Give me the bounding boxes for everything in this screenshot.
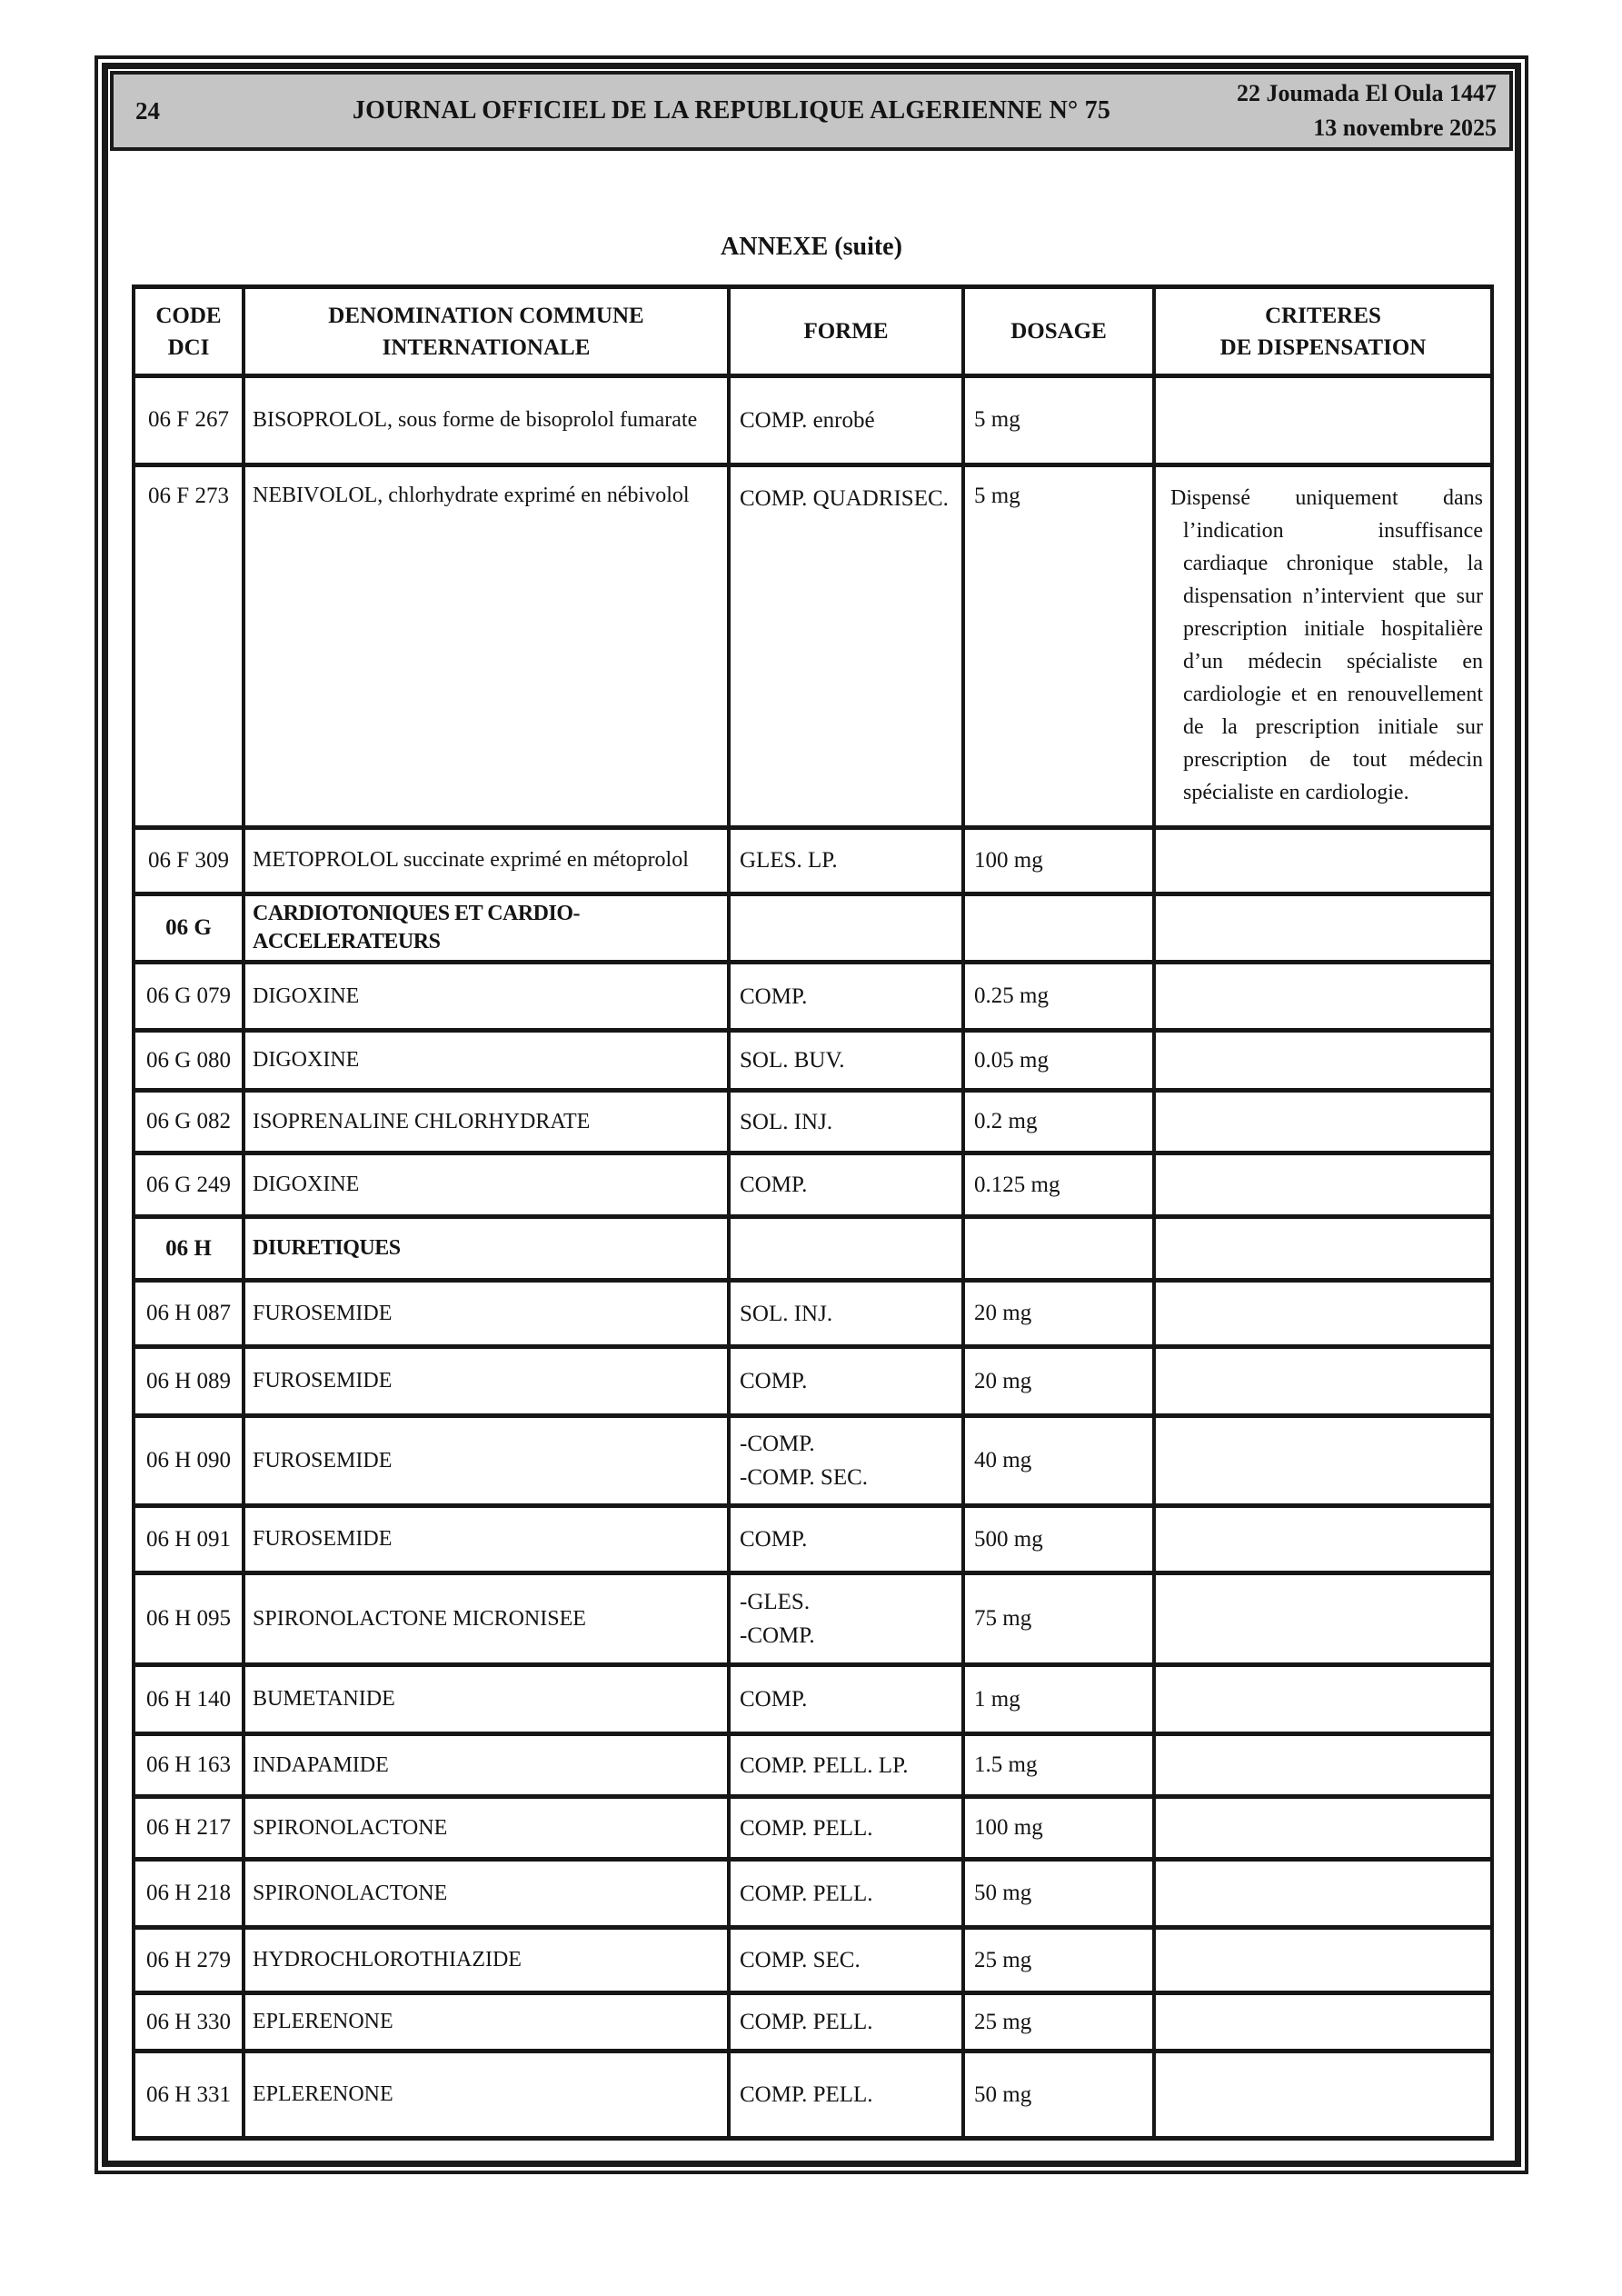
criteres-cell [1154, 1506, 1492, 1573]
code-cell: 06 F 309 [134, 828, 244, 894]
table-row [134, 1573, 1492, 1665]
code-cell: 06 G 249 [134, 1153, 244, 1217]
criteres-text: Dispensé uniquement dans l’indication insuffisance cardiaque chronique stable, la dispensation n’intervient que sur prescription initiale hospitalière d’un médecin spécialiste en cardiologie et en renouvellement de la prescription initiale sur prescription de tout médecin spécialiste en cardiologie. [1170, 486, 1483, 804]
criteres-cell [1154, 1281, 1492, 1347]
denomination-cell: BISOPROLOL, sous forme de bisoprolol fumarate [244, 376, 729, 465]
code-cell: 06 H 095 [134, 1573, 244, 1665]
criteres-cell [1154, 1153, 1492, 1217]
criteres-cell [1154, 2051, 1492, 2139]
denomination-cell: DIGOXINE [244, 1153, 729, 1217]
dosage-cell: 50 mg [963, 2051, 1154, 2139]
table-row [134, 465, 1492, 828]
forme-cell: COMP. PELL. [729, 1993, 963, 2051]
dosage-cell: 1.5 mg [963, 1734, 1154, 1797]
table-row [134, 1993, 1492, 2051]
header-dosage: DOSAGE [963, 287, 1154, 376]
medication-table [132, 285, 1494, 2141]
denomination-cell: EPLERENONE [244, 1993, 729, 2051]
forme-cell: COMP. SEC. [729, 1928, 963, 1993]
criteres-cell [1154, 1573, 1492, 1665]
denomination-cell: DIGOXINE [244, 963, 729, 1031]
criteres-cell [1154, 1734, 1492, 1797]
forme-cell: COMP. [729, 1665, 963, 1734]
criteres-cell [1154, 894, 1492, 963]
code-cell: 06 H 279 [134, 1928, 244, 1993]
page-frame-inner [102, 63, 1521, 2167]
table-row [134, 1153, 1492, 1217]
code-cell: 06 H 089 [134, 1347, 244, 1416]
criteres-cell [1154, 1860, 1492, 1928]
dosage-cell: 5 mg [963, 465, 1154, 828]
table-row [134, 1928, 1492, 1993]
table-row [134, 1031, 1492, 1091]
denomination-cell: NEBIVOLOL, chlorhydrate exprimé en nébivolol [244, 465, 729, 828]
page-frame [95, 55, 1528, 2174]
dosage-cell: 5 mg [963, 376, 1154, 465]
table-row [134, 1281, 1492, 1347]
dosage-cell: 100 mg [963, 1797, 1154, 1860]
code-cell: 06 H 087 [134, 1281, 244, 1347]
dosage-cell: 20 mg [963, 1347, 1154, 1416]
denomination-cell: DIGOXINE [244, 1031, 729, 1091]
code-cell: 06 H 163 [134, 1734, 244, 1797]
table-row [134, 1416, 1492, 1506]
denomination-cell: FUROSEMIDE [244, 1347, 729, 1416]
dosage-cell: 20 mg [963, 1281, 1154, 1347]
forme-cell: COMP. PELL. [729, 1797, 963, 1860]
table-row [134, 1860, 1492, 1928]
page-number: 24 [135, 96, 160, 125]
table-row [134, 1797, 1492, 1860]
code-cell: 06 H 330 [134, 1993, 244, 2051]
denomination-cell: SPIRONOLACTONE MICRONISEE [244, 1573, 729, 1665]
denomination-cell: SPIRONOLACTONE [244, 1860, 729, 1928]
dosage-cell: 0.125 mg [963, 1153, 1154, 1217]
criteres-cell [1154, 1416, 1492, 1506]
dosage-cell: 500 mg [963, 1506, 1154, 1573]
denomination-cell: FUROSEMIDE [244, 1506, 729, 1573]
table-header-row [134, 287, 1492, 376]
masthead [110, 71, 1513, 151]
denomination-cell: BUMETANIDE [244, 1665, 729, 1734]
code-cell: 06 F 273 [134, 465, 244, 828]
table-row [134, 2051, 1492, 2139]
dosage-cell: 40 mg [963, 1416, 1154, 1506]
table-row [134, 1665, 1492, 1734]
dosage-cell: 25 mg [963, 1928, 1154, 1993]
dosage-cell: 0.2 mg [963, 1091, 1154, 1153]
code-cell: 06 H 090 [134, 1416, 244, 1506]
table-row [134, 828, 1492, 894]
forme-cell: GLES. LP. [729, 828, 963, 894]
denomination-cell: FUROSEMIDE [244, 1416, 729, 1506]
forme-cell: COMP. PELL. [729, 1860, 963, 1928]
dosage-cell: 1 mg [963, 1665, 1154, 1734]
denomination-cell: FUROSEMIDE [244, 1281, 729, 1347]
forme-cell: COMP. PELL. [729, 2051, 963, 2139]
table-row [134, 1506, 1492, 1573]
date-gregorian: 13 novembre 2025 [1313, 115, 1497, 141]
forme-cell: SOL. BUV. [729, 1031, 963, 1091]
criteres-cell [1154, 376, 1492, 465]
forme-cell: -COMP. -COMP. SEC. [729, 1416, 963, 1506]
forme-cell: COMP. QUADRISEC. [729, 465, 963, 828]
criteres-cell [1154, 1217, 1492, 1281]
section-row [134, 894, 1492, 963]
denomination-cell: INDAPAMIDE [244, 1734, 729, 1797]
criteres-cell [1154, 1928, 1492, 1993]
header-denomination: DENOMINATION COMMUNE INTERNATIONALE [244, 287, 729, 376]
dosage-cell: 0.25 mg [963, 963, 1154, 1031]
criteres-cell [1154, 1091, 1492, 1153]
denomination-cell: SPIRONOLACTONE [244, 1797, 729, 1860]
denomination-cell: METOPROLOL succinate exprimé en métoprolol [244, 828, 729, 894]
header-code: CODE DCI [134, 287, 244, 376]
code-cell: 06 F 267 [134, 376, 244, 465]
criteres-cell [1154, 1797, 1492, 1860]
table-row [134, 1347, 1492, 1416]
dosage-cell: 0.05 mg [963, 1031, 1154, 1091]
table-row [134, 1091, 1492, 1153]
forme-cell: -GLES. -COMP. [729, 1573, 963, 1665]
criteres-cell [1154, 963, 1492, 1031]
code-cell: 06 G [134, 894, 244, 963]
code-cell: 06 H [134, 1217, 244, 1281]
table-row [134, 963, 1492, 1031]
dosage-cell [963, 1217, 1154, 1281]
code-cell: 06 G 080 [134, 1031, 244, 1091]
code-cell: 06 G 079 [134, 963, 244, 1031]
date-hijri: 22 Joumada El Oula 1447 [1236, 80, 1497, 107]
denomination-cell: CARDIOTONIQUES ET CARDIO-ACCELERATEURS [244, 894, 729, 963]
table-row [134, 1734, 1492, 1797]
journal-title: JOURNAL OFFICIEL DE LA REPUBLIQUE ALGERIENNE N° 75 [352, 96, 1111, 125]
forme-cell: SOL. INJ. [729, 1281, 963, 1347]
code-cell: 06 H 218 [134, 1860, 244, 1928]
forme-cell: COMP. [729, 1347, 963, 1416]
criteres-cell [1154, 1031, 1492, 1091]
dosage-cell: 25 mg [963, 1993, 1154, 2051]
dosage-cell: 50 mg [963, 1860, 1154, 1928]
code-cell: 06 H 091 [134, 1506, 244, 1573]
forme-cell: SOL. INJ. [729, 1091, 963, 1153]
denomination-cell: EPLERENONE [244, 2051, 729, 2139]
table-row [134, 376, 1492, 465]
criteres-cell [1154, 1993, 1492, 2051]
code-cell: 06 H 217 [134, 1797, 244, 1860]
criteres-cell [1154, 1347, 1492, 1416]
denomination-cell: HYDROCHLOROTHIAZIDE [244, 1928, 729, 1993]
code-cell: 06 H 331 [134, 2051, 244, 2139]
criteres-cell [1154, 828, 1492, 894]
criteres-cell [1154, 465, 1492, 828]
dosage-cell: 100 mg [963, 828, 1154, 894]
forme-cell [729, 894, 963, 963]
header-criteres: CRITERES DE DISPENSATION [1154, 287, 1492, 376]
annexe-title: ANNEXE (suite) [721, 233, 902, 261]
forme-cell: COMP. PELL. LP. [729, 1734, 963, 1797]
dosage-cell [963, 894, 1154, 963]
header-forme: FORME [729, 287, 963, 376]
forme-cell: COMP. [729, 963, 963, 1031]
forme-cell [729, 1217, 963, 1281]
section-row [134, 1217, 1492, 1281]
denomination-cell: DIURETIQUES [244, 1217, 729, 1281]
forme-cell: COMP. [729, 1153, 963, 1217]
code-cell: 06 G 082 [134, 1091, 244, 1153]
criteres-cell [1154, 1665, 1492, 1734]
forme-cell: COMP. enrobé [729, 376, 963, 465]
dosage-cell: 75 mg [963, 1573, 1154, 1665]
forme-cell: COMP. [729, 1506, 963, 1573]
code-cell: 06 H 140 [134, 1665, 244, 1734]
denomination-cell: ISOPRENALINE CHLORHYDRATE [244, 1091, 729, 1153]
masthead-dates [1237, 76, 1497, 145]
